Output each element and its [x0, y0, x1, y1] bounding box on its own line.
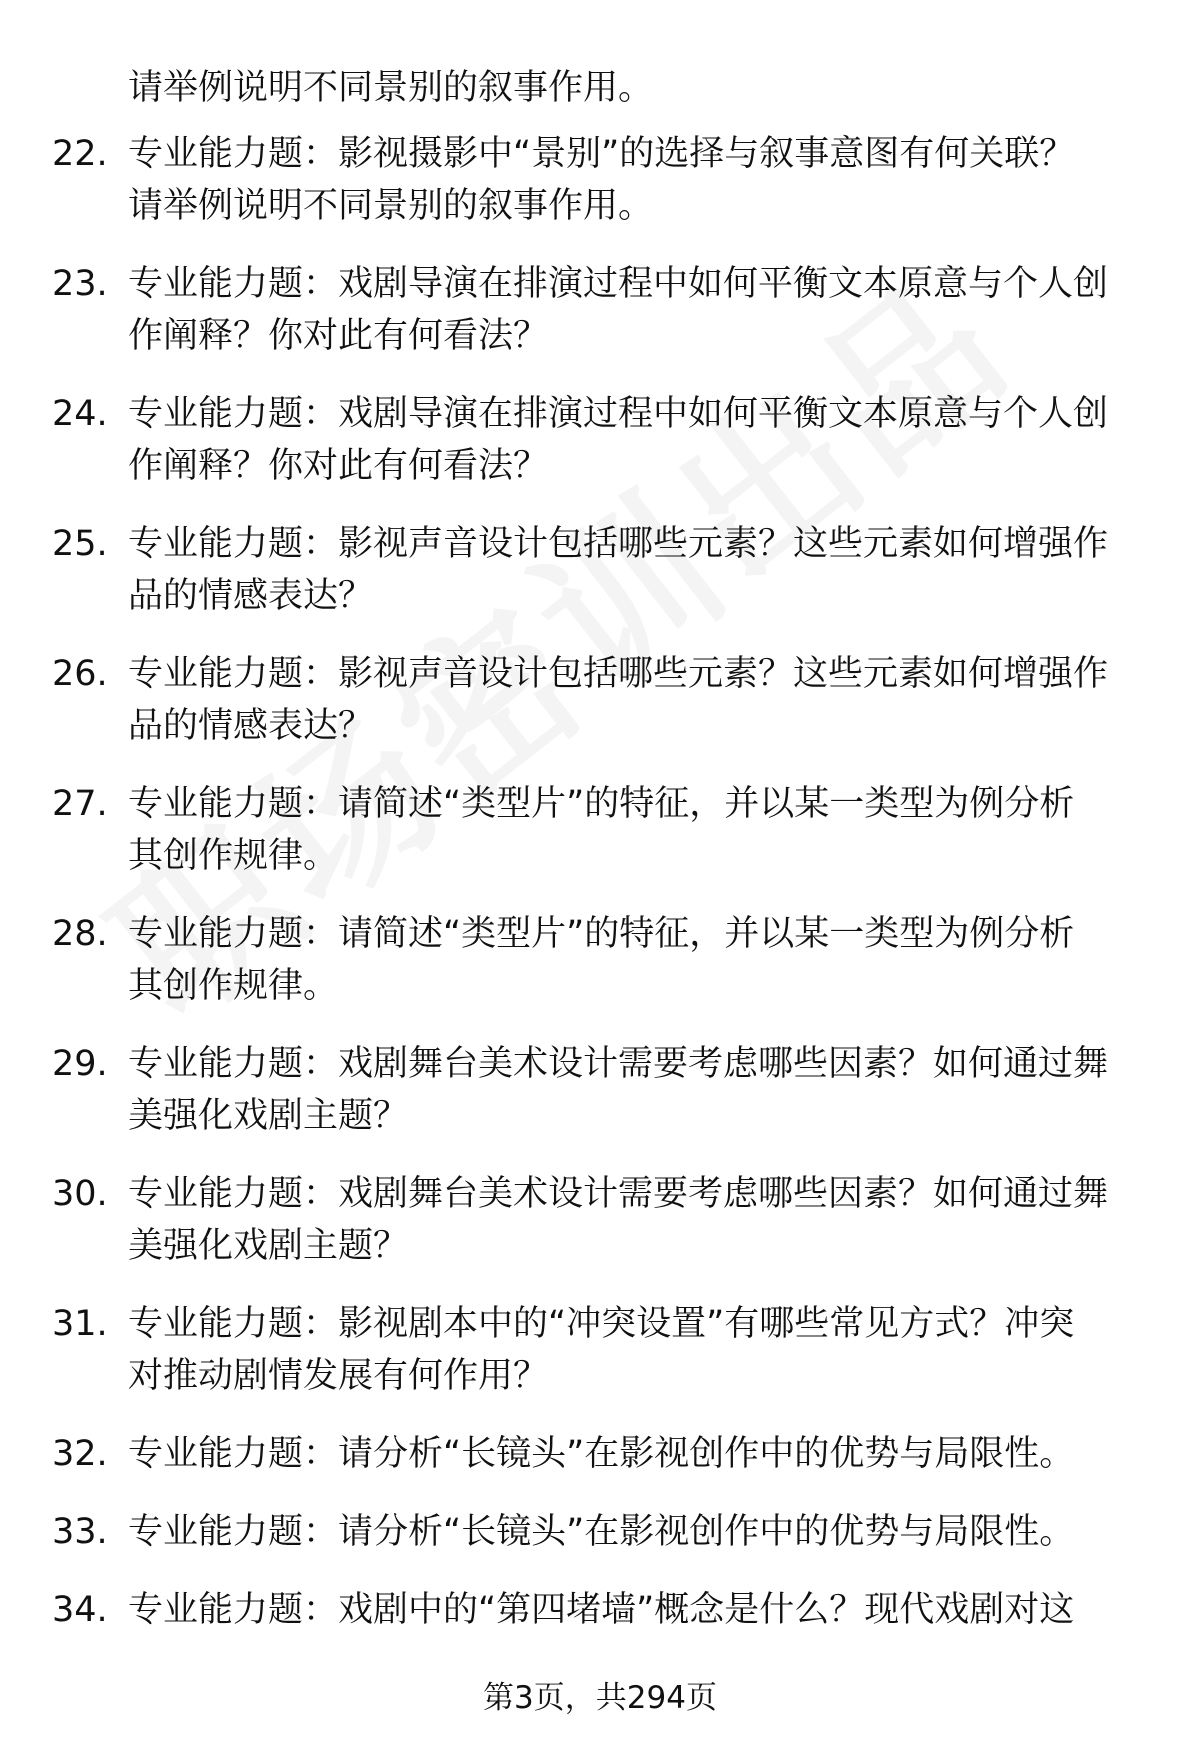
question-item [52, 388, 1142, 492]
question-line-2: 请举例说明不同景别的叙事作用。 [128, 186, 654, 226]
question-text [128, 778, 1128, 882]
question-item [52, 1038, 1142, 1142]
question-line-1: 专业能力题：影视剧本中的“冲突设置”有哪些常见方式？冲突 [128, 1304, 1075, 1344]
question-number: 27. [52, 784, 108, 824]
question-line-1: 专业能力题：请简述“类型片”的特征，并以某一类型为例分析 [128, 784, 1075, 824]
question-number: 30. [52, 1174, 108, 1214]
question-item [52, 1298, 1142, 1402]
page-footer: 第3页，共294页 [483, 1680, 717, 1716]
question-text [128, 518, 1128, 622]
question-item [52, 1428, 1142, 1480]
question-number: 22. [52, 134, 108, 174]
question-line-2: 品的情感表达？ [128, 576, 374, 616]
question-item [52, 1168, 1142, 1272]
question-number: 31. [52, 1304, 108, 1344]
question-line-1: 专业能力题：请分析“长镜头”在影视创作中的优势与局限性。 [128, 1512, 1075, 1552]
question-item [52, 1584, 1142, 1636]
question-line-1: 专业能力题：请分析“长镜头”在影视创作中的优势与局限性。 [128, 1434, 1075, 1474]
question-number: 25. [52, 524, 108, 564]
question-item [52, 778, 1142, 882]
question-number: 26. [52, 654, 108, 694]
question-text [128, 388, 1128, 492]
question-text [128, 648, 1128, 752]
question-number: 33. [52, 1512, 108, 1552]
question-line-2: 其创作规律。 [128, 966, 339, 1006]
question-number: 32. [52, 1434, 108, 1474]
question-line-2: 其创作规律。 [128, 836, 339, 876]
question-text [128, 1038, 1128, 1142]
question-text [128, 1428, 1128, 1480]
question-line-2: 品的情感表达？ [128, 706, 374, 746]
question-line-1: 专业能力题：戏剧导演在排演过程中如何平衡文本原意与个人创 [128, 394, 1109, 434]
question-text [128, 1506, 1128, 1558]
question-text [128, 128, 1128, 232]
question-text [128, 1584, 1128, 1636]
question-line-2: 作阐释？你对此有何看法？ [128, 316, 549, 356]
question-number: 28. [52, 914, 108, 954]
question-item [52, 518, 1142, 622]
question-line-1: 专业能力题：戏剧舞台美术设计需要考虑哪些因素？如何通过舞 [128, 1174, 1109, 1214]
question-item [52, 1506, 1142, 1558]
question-item [52, 648, 1142, 752]
question-number: 23. [52, 264, 108, 304]
question-line-2: 对推动剧情发展有何作用？ [128, 1356, 549, 1396]
question-line-2: 作阐释？你对此有何看法？ [128, 446, 549, 486]
question-line-2: 美强化戏剧主题？ [128, 1226, 409, 1266]
question-text [128, 258, 1128, 362]
question-line-1: 专业能力题：戏剧中的“第四堵墙”概念是什么？现代戏剧对这 [128, 1590, 1075, 1630]
question-number: 24. [52, 394, 108, 434]
question-text [128, 1168, 1128, 1272]
question-line-1: 专业能力题：影视声音设计包括哪些元素？这些元素如何增强作 [128, 524, 1109, 564]
question-line-1: 专业能力题：影视声音设计包括哪些元素？这些元素如何增强作 [128, 654, 1109, 694]
question-text [128, 908, 1128, 1012]
question-line-1: 专业能力题：戏剧导演在排演过程中如何平衡文本原意与个人创 [128, 264, 1109, 304]
question-line-1: 专业能力题：请简述“类型片”的特征，并以某一类型为例分析 [128, 914, 1075, 954]
question-number: 34. [52, 1590, 108, 1630]
question-line-2: 美强化戏剧主题？ [128, 1096, 409, 1136]
question-item [52, 128, 1142, 232]
question-item [52, 258, 1142, 362]
question-item [52, 908, 1142, 1012]
question-line-1: 专业能力题：戏剧舞台美术设计需要考虑哪些因素？如何通过舞 [128, 1044, 1109, 1084]
question-line-1: 专业能力题：影视摄影中“景别”的选择与叙事意图有何关联？ [128, 134, 1075, 174]
question-text [128, 1298, 1128, 1402]
continuation-text: 请举例说明不同景别的叙事作用。 [128, 68, 654, 108]
question-number: 29. [52, 1044, 108, 1084]
